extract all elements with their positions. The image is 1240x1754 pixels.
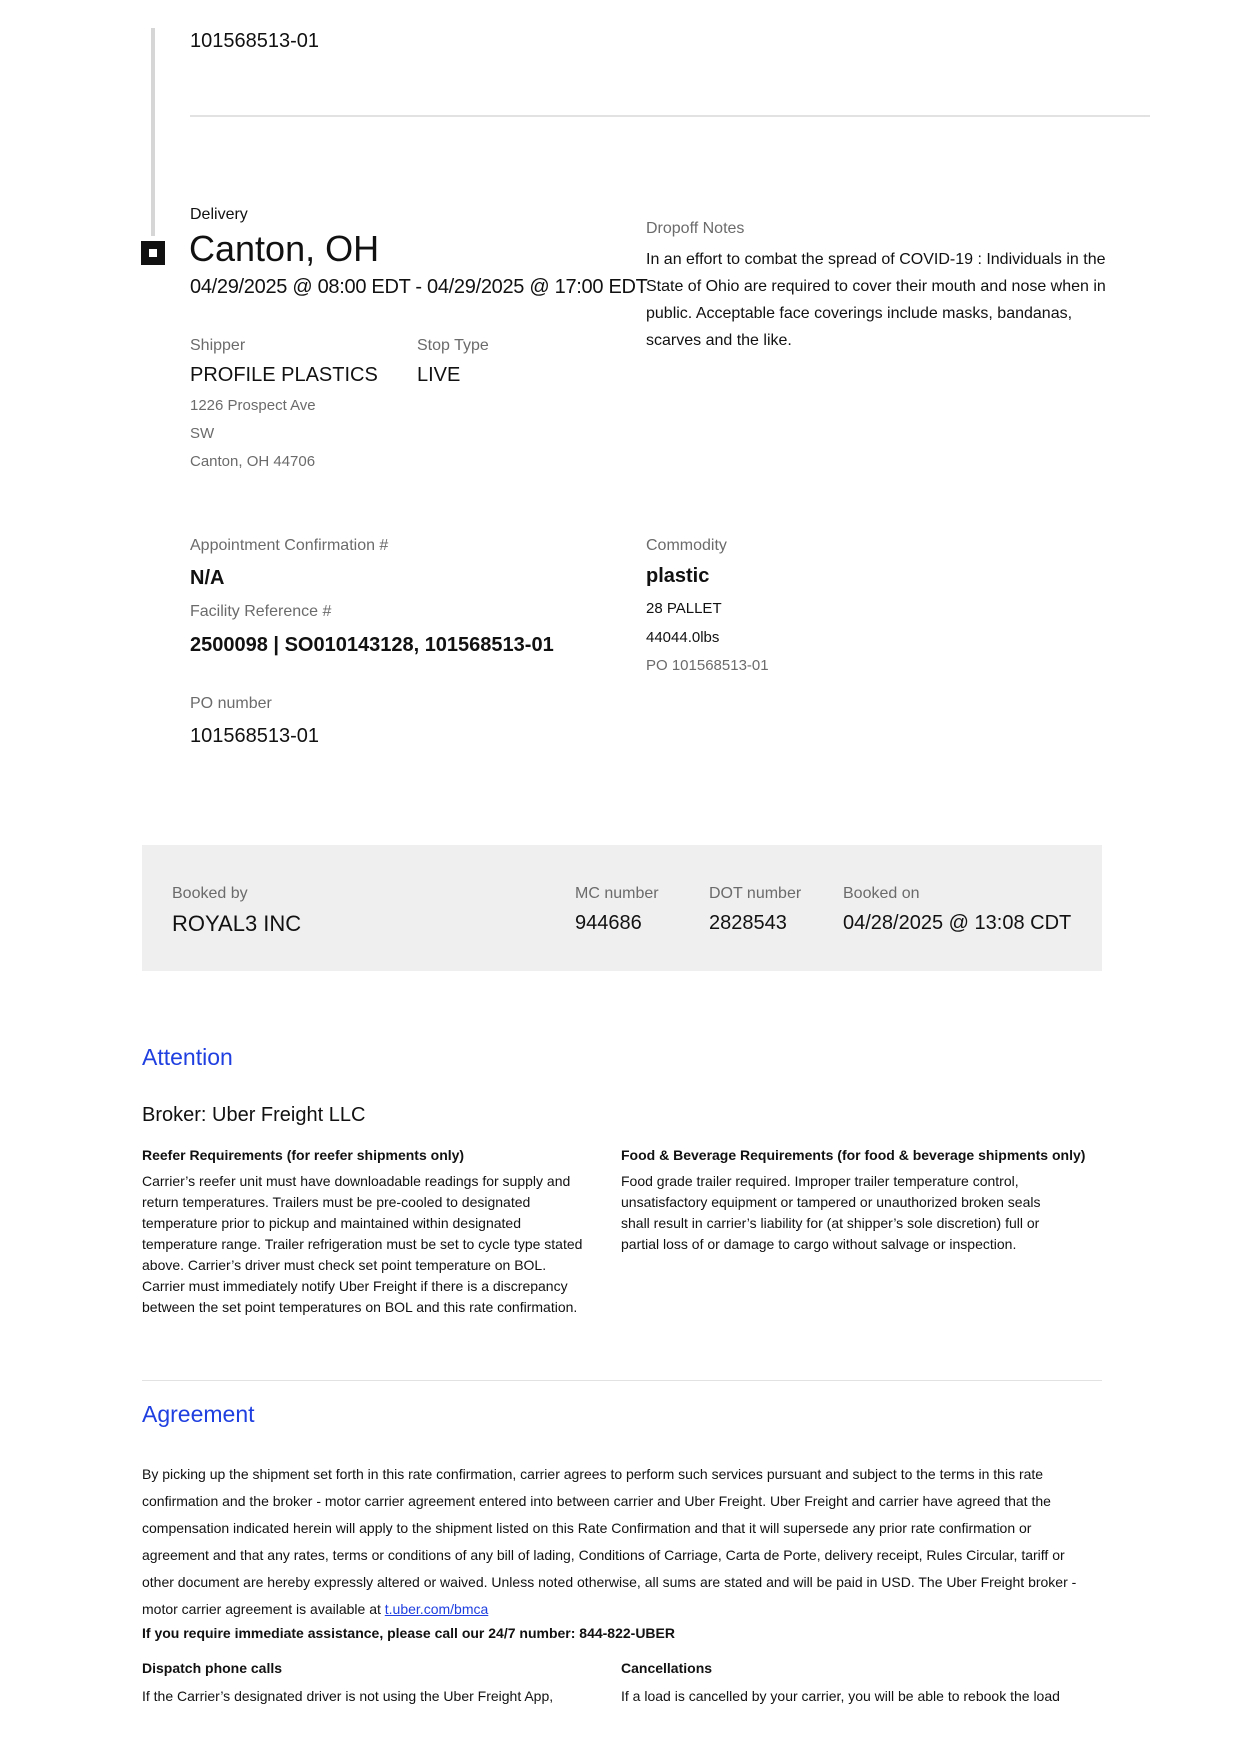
dispatch-calls-title: Dispatch phone calls xyxy=(142,1660,283,1676)
booked-on-label: Booked on xyxy=(843,885,920,902)
stop-type-value: LIVE xyxy=(417,364,461,386)
reefer-requirements-text: Carrier’s reefer unit must have downloadable readings for supply and return temperatures. Trailers must be pre-cooled to designated temperature prior to pickup and maintained within designated temperature range. Trailer refrigeration must be set to cycle type stated above. Carrier’s driver must check set point temperature on BOL. Carrier must immediately notify Uber Freight if there is a discrepancy between the set point temperatures on BOL and this rate confirmation. xyxy=(142,1173,583,1315)
stop-type-label: Delivery xyxy=(190,206,248,223)
mc-number-label: MC number xyxy=(575,885,659,902)
agreement-body: By picking up the shipment set forth in this rate confirmation, carrier agrees to perform such services pursuant and subject to the terms in this rate confirmation and the broker - motor carrier agreement entered into between carrier and Uber Freight. Uber Freight and carrier have agreed that the compensation indicated herein will apply to the shipment listed on this Rate Confirmation and that it will supersede any prior rate confirmation or agreement and that any rates, terms or conditions of any bill of lading, Conditions of Carriage, Carta de Porte, delivery receipt, Rules Circular, tariff or other document are hereby expressly altered or waived. Unless noted otherwise, all sums are stated and will be paid in USD. The Uber Freight broker - motor carrier agreement is available at xyxy=(142,1466,1077,1617)
agreement-text xyxy=(142,1461,1092,1623)
assistance-line: If you require immediate assistance, please call our 24/7 number: 844-822-UBER xyxy=(142,1625,675,1641)
dropoff-notes-label: Dropoff Notes xyxy=(646,220,745,237)
booked-by-value: ROYAL3 INC xyxy=(172,911,302,936)
reefer-requirements-title: Reefer Requirements (for reefer shipments only) xyxy=(142,1147,465,1163)
broker-name: Broker: Uber Freight LLC xyxy=(142,1104,366,1126)
stop-city: Canton, OH xyxy=(189,228,380,269)
stop-square-icon xyxy=(141,241,165,265)
divider xyxy=(190,115,1150,117)
stop-type-field-label: Stop Type xyxy=(417,337,489,354)
commodity-label: Commodity xyxy=(646,537,727,554)
shipper-address-line1: 1226 Prospect Ave xyxy=(190,397,316,414)
food-beverage-requirements-title: Food & Beverage Requirements (for food & beverage shipments only) xyxy=(621,1147,1086,1163)
mc-number-value: 944686 xyxy=(575,912,642,934)
facility-reference-label: Facility Reference # xyxy=(190,603,332,620)
shipper-address-line2: SW xyxy=(190,425,215,442)
divider xyxy=(142,1380,1102,1381)
load-reference: 101568513-01 xyxy=(190,30,320,52)
facility-reference-value: 2500098 | SO010143128, 101568513-01 xyxy=(190,634,554,656)
cancellations-text: If a load is cancelled by your carrier, you will be able to rebook the load xyxy=(621,1688,1060,1704)
commodity-po: PO 101568513-01 xyxy=(646,657,769,674)
booked-by-label: Booked by xyxy=(172,885,248,902)
stop-window: 04/29/2025 @ 08:00 EDT - 04/29/2025 @ 17:00 EDT xyxy=(190,276,648,298)
appointment-value: N/A xyxy=(190,567,225,589)
stop-timeline-line xyxy=(151,28,155,236)
agreement-title: Agreement xyxy=(142,1401,255,1427)
dropoff-notes: In an effort to combat the spread of COVID-19 : Individuals in the State of Ohio are required to cover their mouth and nose when in public. Acceptable face coverings include masks, bandanas, scarves and the like. xyxy=(646,251,1106,349)
food-beverage-requirements-text: Food grade trailer required. Improper trailer temperature control, unsatisfactory equipment or tampered or unauthorized broken seals shall result in carrier’s liability for (at shipper’s sole discretion) full or partial loss of or damage to cargo without salvage or inspection. xyxy=(621,1173,1041,1252)
po-number-label: PO number xyxy=(190,695,272,712)
dot-number-value: 2828543 xyxy=(709,912,787,934)
commodity-weight: 44044.0lbs xyxy=(646,629,720,646)
commodity-name: plastic xyxy=(646,565,710,587)
attention-title: Attention xyxy=(142,1044,233,1070)
shipper-name: PROFILE PLASTICS xyxy=(190,364,378,386)
commodity-quantity: 28 PALLET xyxy=(646,600,722,617)
booking-info-panel xyxy=(142,845,1102,971)
shipper-label: Shipper xyxy=(190,337,246,354)
dot-number-label: DOT number xyxy=(709,885,802,902)
shipper-address-line3: Canton, OH 44706 xyxy=(190,453,316,470)
appointment-label: Appointment Confirmation # xyxy=(190,537,389,554)
booked-on-value: 04/28/2025 @ 13:08 CDT xyxy=(843,912,1072,934)
dispatch-calls-text: If the Carrier’s designated driver is not using the Uber Freight App, xyxy=(142,1688,554,1704)
po-number-value: 101568513-01 xyxy=(190,725,320,747)
bmca-link[interactable]: t.uber.com/bmca xyxy=(384,1601,489,1617)
cancellations-title: Cancellations xyxy=(621,1660,713,1676)
